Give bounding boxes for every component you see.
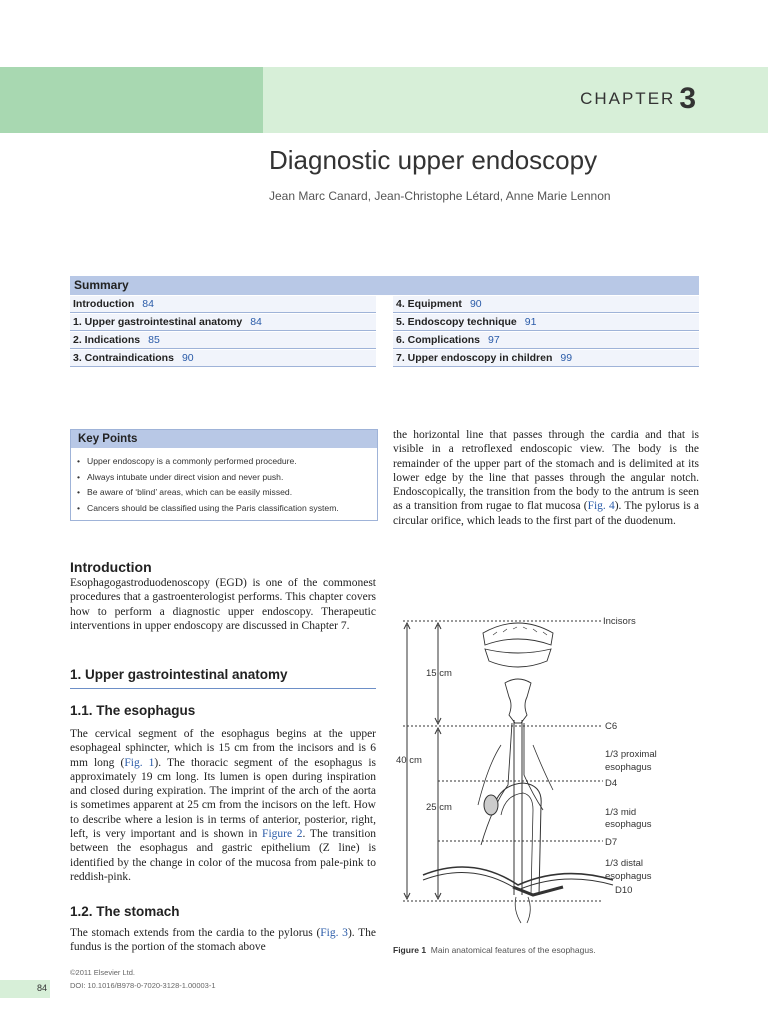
- doi: DOI: 10.1016/B978-0-7020-3128-1.00003-1: [70, 980, 216, 990]
- summary-item-equipment[interactable]: 4. Equipment 90: [393, 296, 699, 313]
- ge-junction: [513, 887, 563, 895]
- key-points-box: [70, 429, 378, 521]
- copyright: ©2011 Elsevier Ltd.: [70, 968, 136, 977]
- page-title: Diagnostic upper endoscopy: [269, 145, 598, 175]
- diaphragm: [423, 867, 613, 885]
- page-link[interactable]: 85: [148, 334, 160, 346]
- label-proximal-2: esophagus: [605, 762, 652, 773]
- label-25cm: 25 cm: [426, 802, 452, 813]
- label-mid-2: esophagus: [605, 819, 652, 830]
- summary-item-anatomy[interactable]: 1. Upper gastrointestinal anatomy 84: [70, 314, 376, 331]
- key-point: • Always intubate under direct vision and never push.: [77, 470, 377, 486]
- page-number: 84: [37, 983, 48, 993]
- summary-item-technique[interactable]: 5. Endoscopy technique 91: [393, 314, 699, 331]
- label-distal-2: esophagus: [605, 871, 652, 882]
- esophagus-anatomy-figure: [393, 605, 703, 925]
- section-rule: [70, 688, 376, 689]
- figure-link[interactable]: Fig. 1: [124, 756, 155, 769]
- chapter-number: 3: [679, 82, 696, 115]
- summary-item-complications[interactable]: 6. Complications 97: [393, 332, 699, 349]
- larynx: [505, 679, 531, 723]
- label-incisors: Incisors: [603, 616, 636, 627]
- summary-item-indications[interactable]: 2. Indications 85: [70, 332, 376, 349]
- trachea-right: [524, 723, 543, 810]
- figure-link[interactable]: Fig. 3: [320, 927, 348, 939]
- label-15cm: 15 cm: [426, 668, 452, 679]
- label-40cm: 40 cm: [396, 755, 422, 766]
- summary-right-column: [393, 295, 699, 367]
- summary-item-introduction[interactable]: Introduction 84: [70, 296, 376, 313]
- page-link[interactable]: 97: [488, 334, 500, 346]
- label-d10: D10: [615, 885, 633, 896]
- key-point: • Cancers should be classified using the Paris classification system.: [77, 501, 377, 517]
- label-mid-1: 1/3 mid: [605, 807, 637, 818]
- key-point: • Upper endoscopy is a commonly performed procedure.: [77, 454, 377, 470]
- aorta-arch: [493, 783, 541, 895]
- right-column-paragraph: the horizontal line that passes through the cardia and that is visible in a retroflexed endoscopic view. The body is the remainder of the upper part of the stomach and is delimited at its lower edge by the line that passes through the angular notch. Endoscopically, the transition from the body to the antrum is seen as a transition from rugae to flat mucosa (Fig. 4). The pylorus is a circular orifice, which leads to the first part of the duodenum.: [393, 429, 700, 527]
- label-d7: D7: [605, 837, 618, 848]
- authors: Jean Marc Canard, Jean-Christophe Létard, Anne Marie Lennon: [269, 189, 611, 203]
- upper-teeth: [483, 623, 553, 645]
- summary-heading: Summary: [70, 276, 699, 295]
- figure-caption: Figure 1 Main anatomical features of the esophagus.: [393, 945, 596, 955]
- summary-table: [70, 276, 699, 367]
- header-band-left: [0, 67, 263, 133]
- esophagus-paragraph: The cervical segment of the esophagus begins at the upper esophageal sphincter, which is 15 cm from the incisors and is 6 mm long (Fig. 1). The thoracic segment of the esophagus is approximately 19 cm long. Its lumen is open during inspiration and closed during expiration. The imprint of the arch of the aorta is sometimes apparent at 25 cm from the incisors on the left. How to describe where a lesion is in terms of anterior, posterior, right, left, is very important and is shown in Figure 2. The transition between the esophagus and gastric epithelium (Z line) is identified by the change in color of the mucosa from pale-pink to reddish-pink.: [70, 728, 376, 883]
- aortic-imprint: [484, 795, 498, 815]
- page-link[interactable]: 90: [469, 298, 482, 310]
- label-d4: D4: [605, 778, 618, 789]
- page-link[interactable]: 84: [250, 316, 262, 328]
- page-link[interactable]: 99: [560, 352, 573, 364]
- introduction-heading: Introduction: [70, 559, 152, 575]
- key-points-list: [71, 454, 377, 517]
- label-distal-1: 1/3 distal: [605, 858, 644, 869]
- page-link[interactable]: 90: [181, 352, 194, 364]
- esophagus-heading: 1.1. The esophagus: [70, 703, 196, 718]
- figure-link[interactable]: Fig. 4: [587, 500, 615, 513]
- summary-item-children[interactable]: 7. Upper endoscopy in children 99: [393, 350, 699, 367]
- page-link[interactable]: 91: [524, 316, 537, 328]
- stomach-paragraph: The stomach extends from the cardia to the pylorus (Fig. 3). The fundus is the portion of the stomach above: [70, 927, 376, 954]
- label-c6: C6: [605, 721, 618, 732]
- figure-link[interactable]: Figure 2: [262, 828, 303, 841]
- key-points-heading: Key Points: [71, 430, 377, 448]
- summary-left-column: [70, 295, 376, 367]
- page-link[interactable]: 84: [142, 298, 154, 310]
- stomach-heading: 1.2. The stomach: [70, 904, 180, 919]
- summary-item-contraindications[interactable]: 3. Contraindications 90: [70, 350, 376, 367]
- key-point: • Be aware of ‘blind’ areas, which can be easily missed.: [77, 485, 377, 501]
- chapter-word: CHAPTER: [580, 89, 676, 108]
- introduction-paragraph: Esophagogastroduodenoscopy (EGD) is one of the commonest procedures that a gastroenterologist performs. This chapter covers how to perform a diagnostic upper endoscopy. Therapeutic interventions in upper endoscopy are discussed in Chapter 7.: [70, 577, 376, 632]
- trachea-left: [481, 723, 512, 845]
- lower-jaw: [485, 649, 551, 667]
- chapter-label: [580, 82, 696, 116]
- anatomy-heading: 1. Upper gastrointestinal anatomy: [70, 667, 288, 682]
- label-proximal-1: 1/3 proximal: [605, 749, 657, 760]
- footer: [70, 967, 216, 992]
